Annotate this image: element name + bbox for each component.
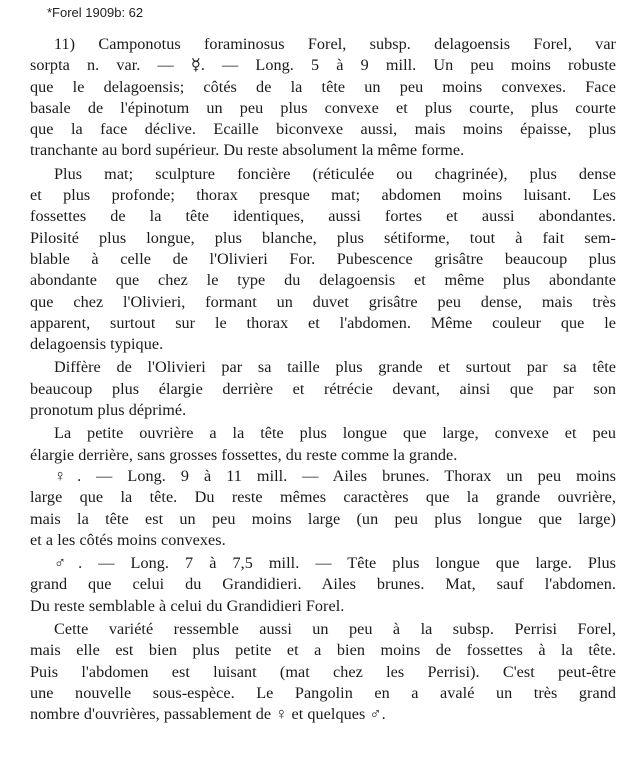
citation-header: *Forel 1909b: 62: [47, 5, 144, 20]
paragraph-female: [30, 466, 616, 551]
text-line: tranchante au bord supérieur. Du reste absolument la même forme.: [30, 141, 465, 160]
text-line: blable à celle de l'Olivieri For. Pubescence grisâtre beaucoup plus: [30, 249, 616, 268]
paragraph-sculpture: [30, 164, 616, 356]
text-line: ♀. — Long. 9 à 11 mill. — Ailes brunes. Thorax un peu moins: [54, 466, 616, 485]
text-line: apparent, surtout sur le thorax et l'abdomen. Même couleur que le: [30, 313, 616, 332]
text-line: abondante que chez le type du delagoensis et même plus abondante: [30, 271, 616, 290]
document-page: [30, 34, 616, 726]
text-line: Pilosité plus longue, plus blanche, plus sétiforme, tout à fait sem-: [30, 228, 616, 247]
text-line: fossettes de la tête identiques, aussi fortes et aussi abondantes.: [30, 207, 616, 226]
paragraph-remarks: [30, 619, 616, 725]
text-line: que chez l'Olivieri, formant un duvet grisâtre peu dense, mais très: [30, 292, 616, 311]
text-line: Plus mat; sculpture foncière (réticulée ou chagrinée), plus dense: [54, 164, 616, 183]
text-line: mais la tête est un peu moins large (un peu plus longue que large): [30, 509, 616, 528]
text-line: grand que celui du Grandidieri. Ailes brunes. Mat, sauf l'abdomen.: [30, 575, 616, 594]
text-line: sorpta n. var. — ☿. — Long. 5 à 9 mill. Un peu moins robuste: [30, 56, 616, 75]
text-line: large que la tête. Du reste mêmes caractères que la grande ouvrière,: [30, 488, 616, 507]
paragraph-minor-worker: [30, 423, 616, 466]
text-line: basale de l'épinotum un peu plus convexe et plus courte, plus courte: [30, 98, 616, 117]
text-line: une nouvelle sous-espèce. Le Pangolin en a avalé un très grand: [30, 683, 616, 702]
text-line: et a les côtés moins convexes.: [30, 530, 226, 549]
text-line: pronotum plus déprimé.: [30, 401, 187, 420]
paragraph-male: [30, 553, 616, 617]
text-line: élargie derrière, sans grosses fossettes, du reste comme la grande.: [30, 445, 458, 464]
text-line: mais elle est bien plus petite et a bien moins de fossettes à la tête.: [30, 641, 616, 660]
text-line: La petite ouvrière a la tête plus longue que large, convexe et peu: [54, 424, 616, 443]
text-line: Cette variété ressemble aussi un peu à la subsp. Perrisi Forel,: [54, 620, 616, 639]
text-line: beaucoup plus élargie derrière et rétrécie devant, ainsi que par son: [30, 379, 616, 398]
text-line: ♂. — Long. 7 à 7,5 mill. — Tête plus longue que large. Plus: [54, 554, 616, 573]
text-line: et plus profonde; thorax presque mat; abdomen moins luisant. Les: [30, 186, 616, 205]
text-line: nombre d'ouvrières, passablement de ♀ et quelques ♂.: [30, 705, 386, 724]
paragraph-comparison: [30, 357, 616, 421]
text-line: que la face déclive. Ecaille biconvexe aussi, mais moins épaisse, plus: [30, 120, 616, 139]
text-line: 11) Camponotus foraminosus Forel, subsp. delagoensis Forel, var: [54, 35, 616, 53]
text-line: Du reste semblable à celui du Grandidieri Forel.: [30, 596, 345, 615]
text-line: que le delagoensis; côtés de la tête un peu moins convexes. Face: [30, 77, 616, 96]
text-line: delagoensis typique.: [30, 335, 164, 354]
paragraph-description: [30, 34, 616, 162]
text-line: Puis l'abdomen est luisant (mat chez les Perrisi). C'est peut-être: [30, 662, 616, 681]
text-line: Diffère de l'Olivieri par sa taille plus grande et surtout par sa tête: [54, 358, 616, 377]
